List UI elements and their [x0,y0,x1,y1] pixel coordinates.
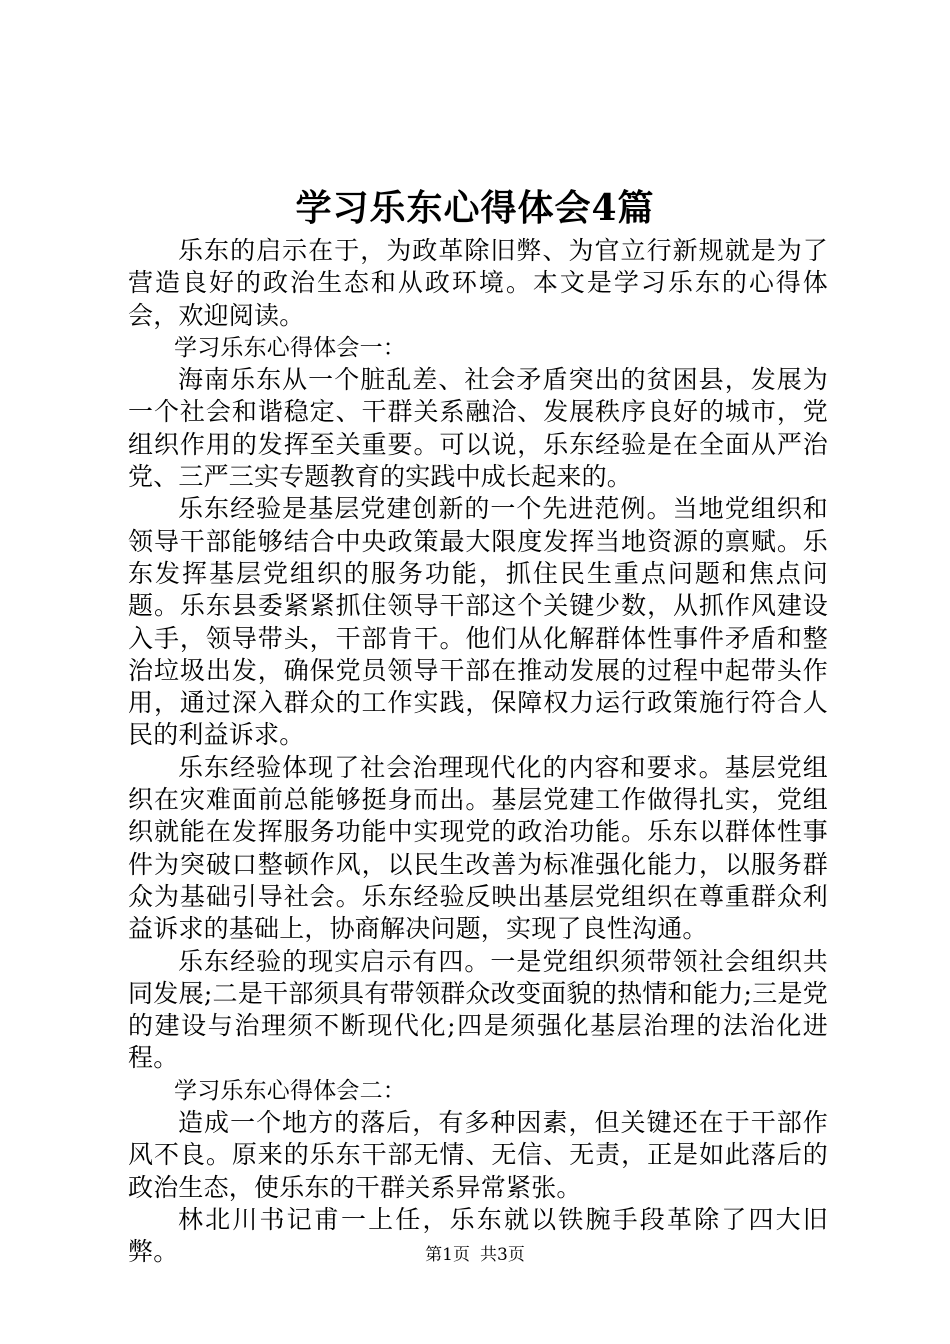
document-title: 学习乐东心得体会4篇 [295,187,655,229]
body-paragraph: 造成一个地方的落后，有多种因素，但关键还在于干部作风不良。原来的乐东干部无情、无信、无责，正是如此落后的政治生态，使乐东的干群关系异常紧张。 [128,1108,828,1202]
body-paragraph: 乐东经验体现了社会治理现代化的内容和要求。基层党组织在灾难面前总能够挺身而出。基层党建工作做得扎实，党组织就能在发挥服务功能中实现党的政治功能。乐东以群体性事件为突破口整顿作风，以民生改善为标准强化能力，以服务群众为基础引导社会。乐东经验反映出基层党组织在尊重群众利益诉求的基础上，协商解决问题，实现了良性沟通。 [128,752,828,944]
body-paragraph: 海南乐东从一个脏乱差、社会矛盾突出的贫困县，发展为一个社会和谐稳定、干群关系融洽、发展秩序良好的城市，党组织作用的发挥至关重要。可以说，乐东经验是在全面从严治党、三严三实专题教育的实践中成长起来的。 [128,365,828,492]
body-paragraph: 乐东经验是基层党建创新的一个先进范例。当地党组织和领导干部能够结合中央政策最大限度发挥当地资源的禀赋。乐东发挥基层党组织的服务功能，抓住民生重点问题和焦点问题。乐东县委紧紧抓住领导干部这个关键少数，从抓作风建设入手，领导带头，干部肯干。他们从化解群体性事件矛盾和整治垃圾出发，确保党员领导干部在推动发展的过程中起带头作用，通过深入群众的工作实践，保障权力运行政策施行符合人民的利益诉求。 [128,494,828,750]
page-number: 第1页 [425,1245,470,1265]
intro-paragraph: 乐东的启示在于，为政革除旧弊、为官立行新规就是为了营造良好的政治生态和从政环境。本文是学习乐东的心得体会，欢迎阅读。 [128,236,828,330]
page-total: 共3页 [480,1245,525,1265]
document-body [128,235,828,1269]
section-heading-1: 学习乐东心得体会一： [174,334,406,361]
body-paragraph: 林北川书记甫一上任，乐东就以铁腕手段革除了四大旧弊。 [128,1204,828,1267]
body-paragraph: 乐东经验的现实启示有四。一是党组织须带领社会组织共同发展;二是干部须具有带领群众改变面貌的热情和能力;三是党的建设与治理须不断现代化;四是须强化基层治理的法治化进程。 [128,946,828,1073]
page-footer [0,1243,950,1267]
section-heading-2: 学习乐东心得体会二： [174,1077,406,1104]
